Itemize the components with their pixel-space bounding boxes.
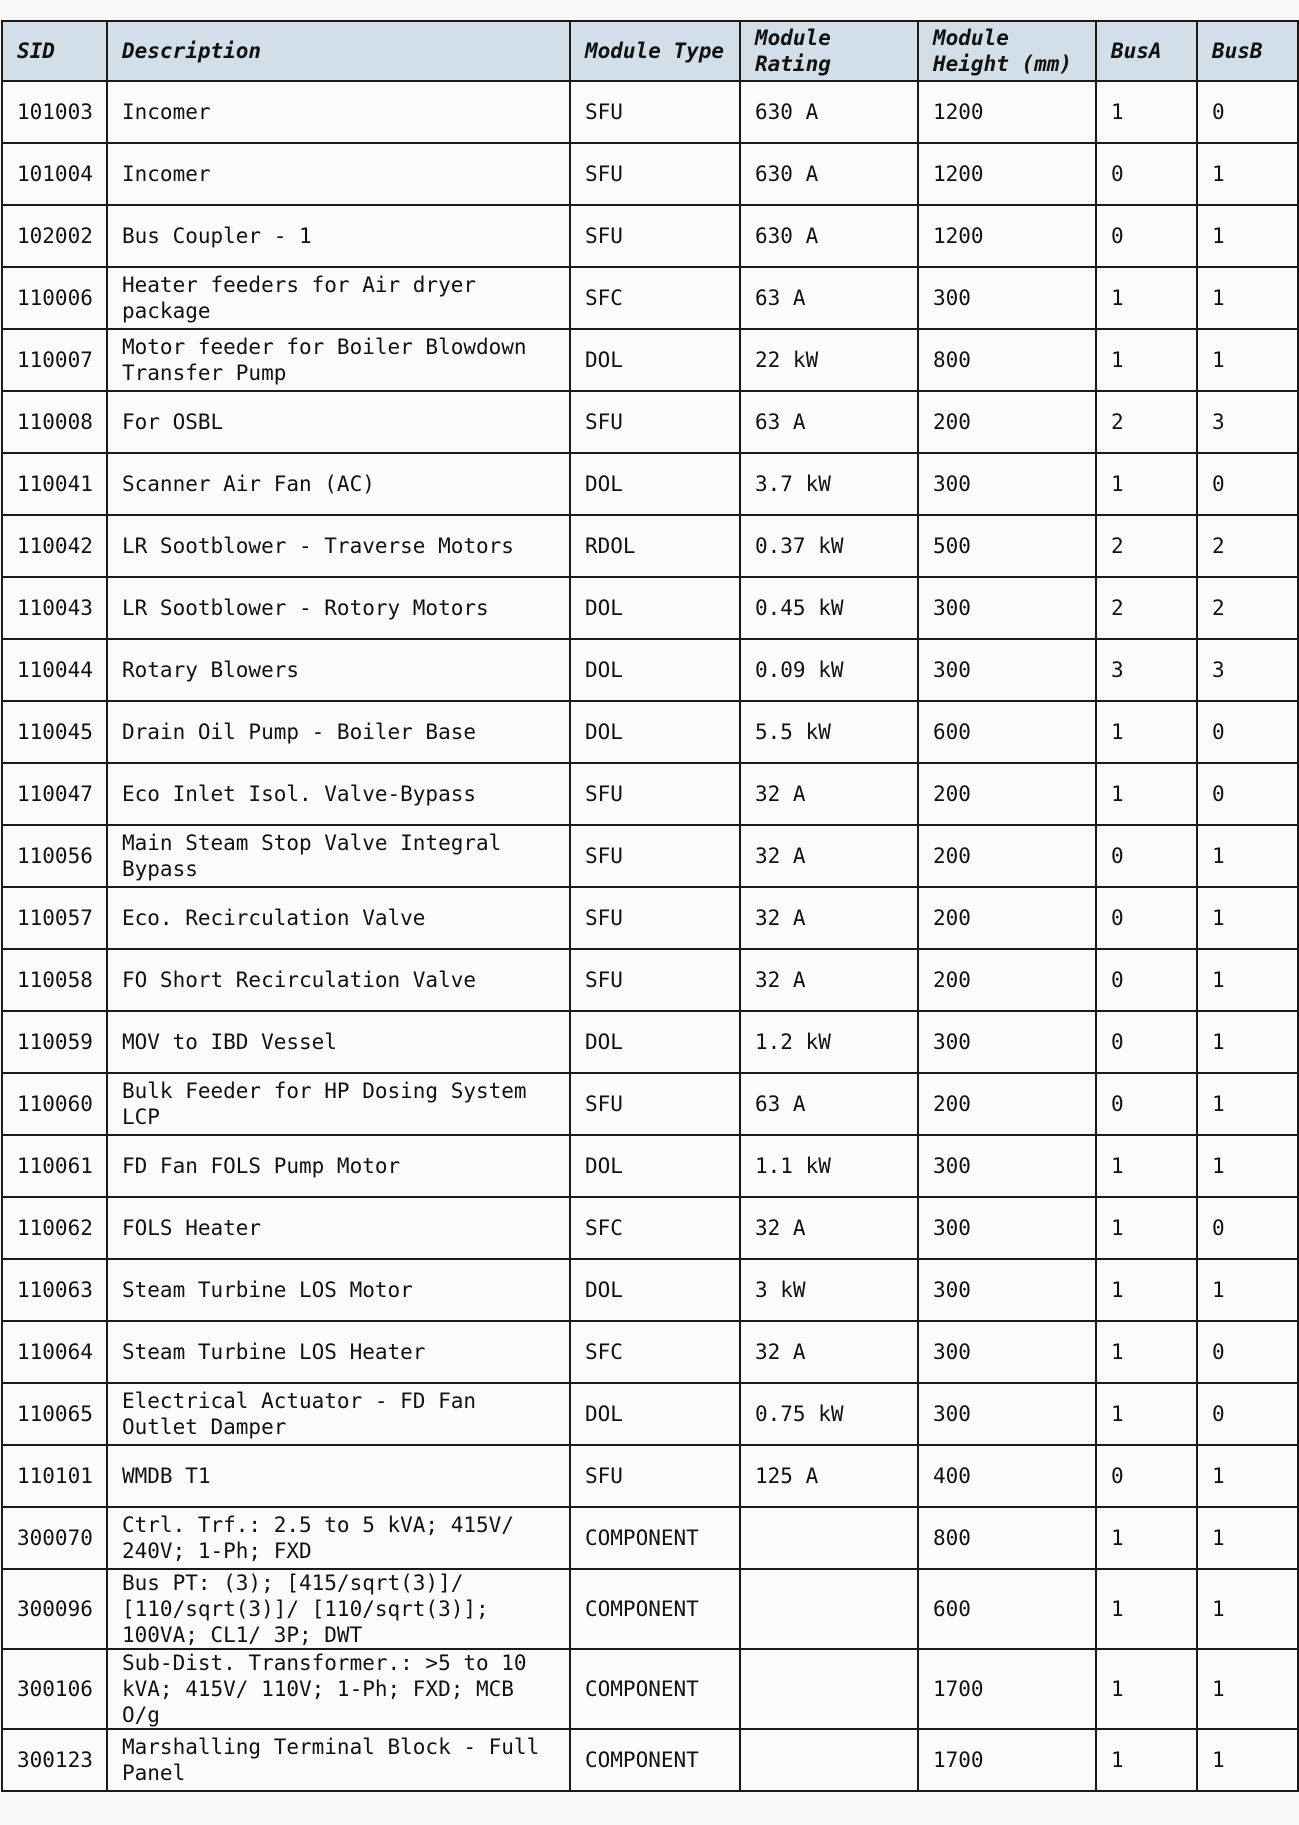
- cell-busb: 3: [1197, 391, 1298, 453]
- cell-description: Bus Coupler - 1: [107, 205, 570, 267]
- cell-module-rating: 32 A: [740, 825, 918, 887]
- cell-module-type: SFC: [570, 1321, 740, 1383]
- cell-busb: 0: [1197, 763, 1298, 825]
- cell-sid: 110060: [2, 1073, 107, 1135]
- cell-module-type: DOL: [570, 639, 740, 701]
- cell-module-type: DOL: [570, 1135, 740, 1197]
- cell-busb: 1: [1197, 1507, 1298, 1569]
- cell-busb: 1: [1197, 1729, 1298, 1791]
- cell-busa: 1: [1096, 1259, 1197, 1321]
- cell-busa: 1: [1096, 1649, 1197, 1729]
- table-row: [2, 453, 1298, 515]
- cell-description: Scanner Air Fan (AC): [107, 453, 570, 515]
- cell-busb: 1: [1197, 1649, 1298, 1729]
- cell-sid: 110063: [2, 1259, 107, 1321]
- cell-module-rating: 630 A: [740, 143, 918, 205]
- cell-description: FOLS Heater: [107, 1197, 570, 1259]
- cell-description: LR Sootblower - Rotory Motors: [107, 577, 570, 639]
- cell-module-height: 400: [918, 1445, 1096, 1507]
- cell-busa: 1: [1096, 81, 1197, 143]
- cell-module-height: 200: [918, 1073, 1096, 1135]
- cell-module-height: 200: [918, 763, 1096, 825]
- cell-busb: 1: [1197, 1259, 1298, 1321]
- cell-busb: 0: [1197, 453, 1298, 515]
- cell-sid: 102002: [2, 205, 107, 267]
- cell-busb: 0: [1197, 701, 1298, 763]
- header-module-rating: Module Rating: [740, 21, 918, 81]
- cell-busb: 2: [1197, 577, 1298, 639]
- cell-busb: 0: [1197, 81, 1298, 143]
- cell-module-type: COMPONENT: [570, 1729, 740, 1791]
- cell-busa: 0: [1096, 825, 1197, 887]
- table-body: [2, 81, 1298, 1791]
- table-row: [2, 329, 1298, 391]
- cell-busa: 2: [1096, 577, 1197, 639]
- cell-busa: 2: [1096, 391, 1197, 453]
- header-description: Description: [107, 21, 570, 81]
- cell-busb: 2: [1197, 515, 1298, 577]
- cell-module-type: SFC: [570, 267, 740, 329]
- cell-module-height: 500: [918, 515, 1096, 577]
- cell-module-type: SFU: [570, 391, 740, 453]
- cell-busb: 1: [1197, 1011, 1298, 1073]
- cell-module-height: 300: [918, 1011, 1096, 1073]
- cell-description: LR Sootblower - Traverse Motors: [107, 515, 570, 577]
- cell-busb: 1: [1197, 143, 1298, 205]
- cell-description: Sub-Dist. Transformer.: >5 to 10 kVA; 415V/ 110V; 1-Ph; FXD; MCB O/g: [107, 1649, 570, 1729]
- cell-busa: 1: [1096, 1569, 1197, 1649]
- cell-module-rating: 22 kW: [740, 329, 918, 391]
- table-row: [2, 1445, 1298, 1507]
- cell-sid: 110008: [2, 391, 107, 453]
- cell-module-type: DOL: [570, 1259, 740, 1321]
- cell-module-type: DOL: [570, 453, 740, 515]
- table-row: [2, 825, 1298, 887]
- cell-description: Electrical Actuator - FD Fan Outlet Damper: [107, 1383, 570, 1445]
- cell-busb: 1: [1197, 267, 1298, 329]
- cell-module-height: 600: [918, 1569, 1096, 1649]
- cell-busa: 0: [1096, 143, 1197, 205]
- cell-module-type: SFU: [570, 205, 740, 267]
- cell-busa: 2: [1096, 515, 1197, 577]
- cell-module-type: COMPONENT: [570, 1507, 740, 1569]
- cell-module-height: 300: [918, 1135, 1096, 1197]
- cell-busb: 1: [1197, 1569, 1298, 1649]
- cell-busb: 1: [1197, 205, 1298, 267]
- cell-busa: 0: [1096, 205, 1197, 267]
- cell-module-height: 1200: [918, 143, 1096, 205]
- cell-sid: 110042: [2, 515, 107, 577]
- cell-busa: 1: [1096, 329, 1197, 391]
- cell-module-height: 300: [918, 267, 1096, 329]
- cell-sid: 110062: [2, 1197, 107, 1259]
- cell-busb: 1: [1197, 329, 1298, 391]
- cell-module-height: 800: [918, 329, 1096, 391]
- cell-sid: 300096: [2, 1569, 107, 1649]
- table-row: [2, 1649, 1298, 1729]
- cell-module-height: 1200: [918, 205, 1096, 267]
- cell-busa: 0: [1096, 1073, 1197, 1135]
- cell-busa: 3: [1096, 639, 1197, 701]
- cell-module-rating: 125 A: [740, 1445, 918, 1507]
- table-row: [2, 1321, 1298, 1383]
- cell-module-type: SFU: [570, 887, 740, 949]
- cell-busa: 0: [1096, 1011, 1197, 1073]
- table-row: [2, 763, 1298, 825]
- cell-sid: 300106: [2, 1649, 107, 1729]
- cell-module-type: SFU: [570, 949, 740, 1011]
- cell-module-rating: [740, 1649, 918, 1729]
- table-row: [2, 1197, 1298, 1259]
- cell-sid: 101004: [2, 143, 107, 205]
- cell-busa: 1: [1096, 1135, 1197, 1197]
- cell-description: Bulk Feeder for HP Dosing System LCP: [107, 1073, 570, 1135]
- cell-module-rating: 3.7 kW: [740, 453, 918, 515]
- cell-busa: 0: [1096, 949, 1197, 1011]
- cell-module-height: 300: [918, 1383, 1096, 1445]
- header-sid: SID: [2, 21, 107, 81]
- header-row: [2, 21, 1298, 81]
- cell-module-height: 1700: [918, 1729, 1096, 1791]
- table-row: [2, 1507, 1298, 1569]
- cell-module-rating: 0.75 kW: [740, 1383, 918, 1445]
- cell-description: Bus PT: (3); [415/sqrt(3)]/ [110/sqrt(3)]/ [110/sqrt(3)]; 100VA; CL1/ 3P; DWT: [107, 1569, 570, 1649]
- cell-module-type: SFU: [570, 825, 740, 887]
- cell-module-rating: 0.45 kW: [740, 577, 918, 639]
- cell-module-height: 200: [918, 887, 1096, 949]
- cell-sid: 110043: [2, 577, 107, 639]
- cell-description: For OSBL: [107, 391, 570, 453]
- table-row: [2, 391, 1298, 453]
- cell-sid: 110057: [2, 887, 107, 949]
- cell-module-rating: 3 kW: [740, 1259, 918, 1321]
- table-row: [2, 81, 1298, 143]
- cell-module-height: 300: [918, 1259, 1096, 1321]
- cell-busa: 1: [1096, 1729, 1197, 1791]
- cell-module-rating: 63 A: [740, 1073, 918, 1135]
- cell-sid: 110007: [2, 329, 107, 391]
- cell-sid: 110044: [2, 639, 107, 701]
- cell-module-height: 300: [918, 1321, 1096, 1383]
- cell-module-type: COMPONENT: [570, 1569, 740, 1649]
- table-row: [2, 205, 1298, 267]
- cell-busb: 3: [1197, 639, 1298, 701]
- cell-sid: 110064: [2, 1321, 107, 1383]
- cell-description: Rotary Blowers: [107, 639, 570, 701]
- cell-module-height: 200: [918, 825, 1096, 887]
- cell-description: FD Fan FOLS Pump Motor: [107, 1135, 570, 1197]
- cell-sid: 110047: [2, 763, 107, 825]
- cell-sid: 110058: [2, 949, 107, 1011]
- cell-sid: 101003: [2, 81, 107, 143]
- table-row: [2, 1135, 1298, 1197]
- cell-module-type: SFC: [570, 1197, 740, 1259]
- table-row: [2, 887, 1298, 949]
- cell-busb: 1: [1197, 1073, 1298, 1135]
- cell-busa: 1: [1096, 1197, 1197, 1259]
- table-row: [2, 701, 1298, 763]
- cell-module-type: RDOL: [570, 515, 740, 577]
- cell-module-type: SFU: [570, 143, 740, 205]
- cell-busa: 0: [1096, 1445, 1197, 1507]
- cell-module-rating: 32 A: [740, 949, 918, 1011]
- cell-description: Heater feeders for Air dryer package: [107, 267, 570, 329]
- table-row: [2, 1569, 1298, 1649]
- table-row: [2, 949, 1298, 1011]
- cell-module-height: 1200: [918, 81, 1096, 143]
- cell-module-rating: 32 A: [740, 1197, 918, 1259]
- cell-sid: 300123: [2, 1729, 107, 1791]
- table-row: [2, 1011, 1298, 1073]
- cell-module-rating: 1.1 kW: [740, 1135, 918, 1197]
- cell-module-type: SFU: [570, 763, 740, 825]
- cell-busa: 1: [1096, 1507, 1197, 1569]
- cell-description: Marshalling Terminal Block - Full Panel: [107, 1729, 570, 1791]
- cell-module-rating: 1.2 kW: [740, 1011, 918, 1073]
- table-row: [2, 1729, 1298, 1791]
- cell-busb: 1: [1197, 887, 1298, 949]
- cell-module-rating: 0.37 kW: [740, 515, 918, 577]
- module-table: [1, 20, 1299, 1792]
- cell-module-type: DOL: [570, 1011, 740, 1073]
- cell-description: Eco Inlet Isol. Valve-Bypass: [107, 763, 570, 825]
- cell-description: FO Short Recirculation Valve: [107, 949, 570, 1011]
- cell-module-type: DOL: [570, 701, 740, 763]
- cell-sid: 110041: [2, 453, 107, 515]
- cell-busa: 1: [1096, 763, 1197, 825]
- table-row: [2, 577, 1298, 639]
- cell-busb: 1: [1197, 1445, 1298, 1507]
- cell-description: Eco. Recirculation Valve: [107, 887, 570, 949]
- table-row: [2, 1383, 1298, 1445]
- cell-module-height: 300: [918, 577, 1096, 639]
- cell-description: Incomer: [107, 143, 570, 205]
- header-module-type: Module Type: [570, 21, 740, 81]
- cell-description: Incomer: [107, 81, 570, 143]
- cell-module-type: COMPONENT: [570, 1649, 740, 1729]
- cell-module-height: 1700: [918, 1649, 1096, 1729]
- cell-busb: 0: [1197, 1383, 1298, 1445]
- cell-module-rating: 32 A: [740, 1321, 918, 1383]
- cell-module-height: 800: [918, 1507, 1096, 1569]
- cell-module-height: 600: [918, 701, 1096, 763]
- cell-busa: 1: [1096, 1321, 1197, 1383]
- cell-module-rating: [740, 1569, 918, 1649]
- cell-sid: 110045: [2, 701, 107, 763]
- cell-description: WMDB T1: [107, 1445, 570, 1507]
- cell-sid: 110101: [2, 1445, 107, 1507]
- cell-module-type: DOL: [570, 1383, 740, 1445]
- cell-module-height: 200: [918, 949, 1096, 1011]
- table-row: [2, 515, 1298, 577]
- cell-module-height: 200: [918, 391, 1096, 453]
- cell-module-rating: 63 A: [740, 267, 918, 329]
- cell-description: Motor feeder for Boiler Blowdown Transfer Pump: [107, 329, 570, 391]
- cell-busa: 0: [1096, 887, 1197, 949]
- cell-sid: 110006: [2, 267, 107, 329]
- table-row: [2, 143, 1298, 205]
- table-row: [2, 1259, 1298, 1321]
- cell-module-height: 300: [918, 1197, 1096, 1259]
- cell-sid: 110059: [2, 1011, 107, 1073]
- table-row: [2, 1073, 1298, 1135]
- cell-busb: 1: [1197, 949, 1298, 1011]
- cell-sid: 110061: [2, 1135, 107, 1197]
- cell-busa: 1: [1096, 701, 1197, 763]
- cell-module-type: SFU: [570, 81, 740, 143]
- cell-description: Steam Turbine LOS Heater: [107, 1321, 570, 1383]
- cell-module-height: 300: [918, 639, 1096, 701]
- cell-module-type: DOL: [570, 329, 740, 391]
- cell-description: Steam Turbine LOS Motor: [107, 1259, 570, 1321]
- cell-module-height: 300: [918, 453, 1096, 515]
- cell-module-rating: 0.09 kW: [740, 639, 918, 701]
- cell-module-type: SFU: [570, 1445, 740, 1507]
- cell-module-rating: 63 A: [740, 391, 918, 453]
- cell-module-rating: [740, 1729, 918, 1791]
- cell-module-rating: 5.5 kW: [740, 701, 918, 763]
- cell-module-rating: [740, 1507, 918, 1569]
- cell-module-rating: 32 A: [740, 887, 918, 949]
- table-row: [2, 267, 1298, 329]
- cell-description: Ctrl. Trf.: 2.5 to 5 kVA; 415V/ 240V; 1-Ph; FXD: [107, 1507, 570, 1569]
- cell-module-type: DOL: [570, 577, 740, 639]
- cell-busb: 1: [1197, 825, 1298, 887]
- cell-busb: 0: [1197, 1197, 1298, 1259]
- cell-module-rating: 32 A: [740, 763, 918, 825]
- cell-sid: 300070: [2, 1507, 107, 1569]
- cell-sid: 110056: [2, 825, 107, 887]
- cell-module-rating: 630 A: [740, 205, 918, 267]
- cell-busa: 1: [1096, 1383, 1197, 1445]
- header-busa: BusA: [1096, 21, 1197, 81]
- cell-module-type: SFU: [570, 1073, 740, 1135]
- cell-busb: 1: [1197, 1135, 1298, 1197]
- cell-description: Drain Oil Pump - Boiler Base: [107, 701, 570, 763]
- cell-module-rating: 630 A: [740, 81, 918, 143]
- cell-busa: 1: [1096, 453, 1197, 515]
- header-busb: BusB: [1197, 21, 1298, 81]
- cell-sid: 110065: [2, 1383, 107, 1445]
- cell-description: Main Steam Stop Valve Integral Bypass: [107, 825, 570, 887]
- table-row: [2, 639, 1298, 701]
- cell-description: MOV to IBD Vessel: [107, 1011, 570, 1073]
- cell-busa: 1: [1096, 267, 1197, 329]
- header-module-height: Module Height (mm): [918, 21, 1096, 81]
- cell-busb: 0: [1197, 1321, 1298, 1383]
